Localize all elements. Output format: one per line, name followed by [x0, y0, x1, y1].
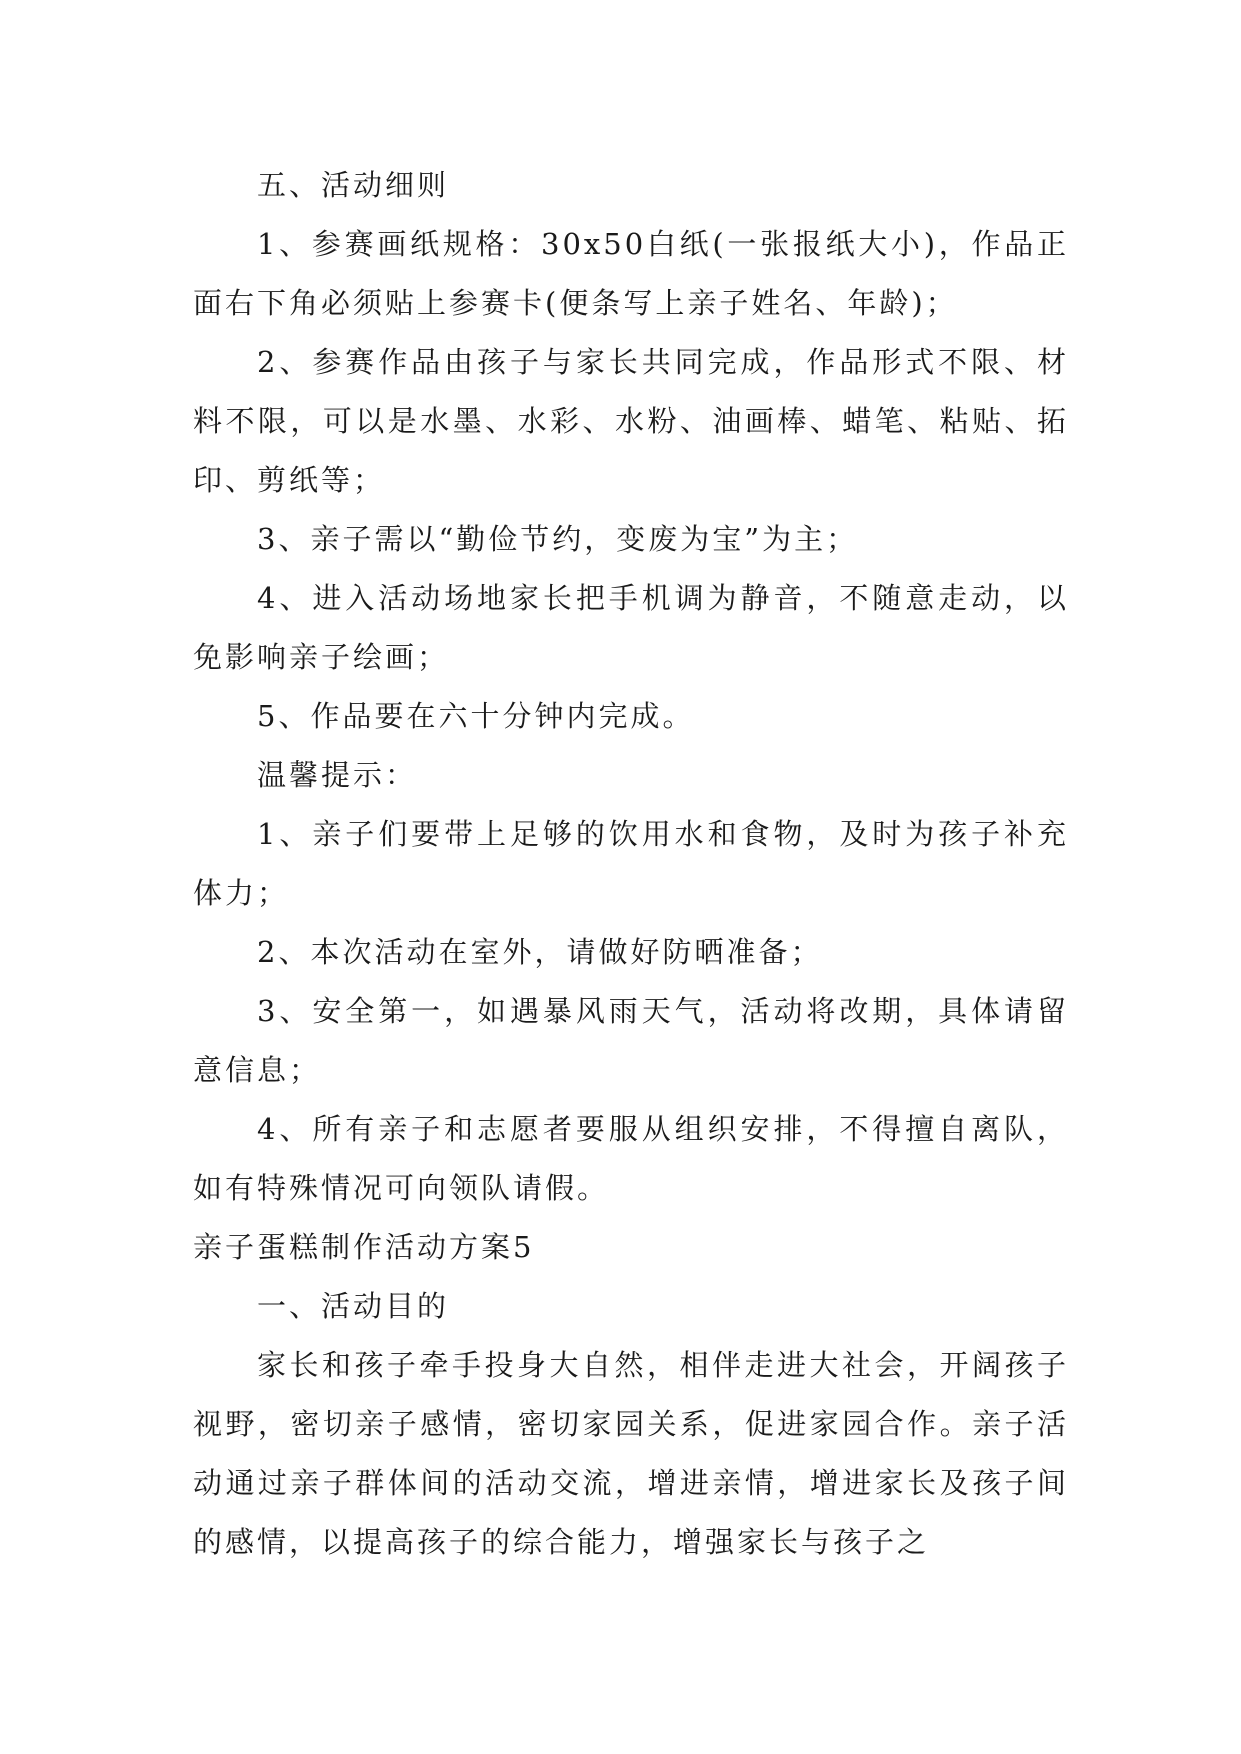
tips-heading: 温馨提示： [257, 758, 418, 792]
purpose-heading: 一、活动目的 [257, 1289, 450, 1323]
document-page [193, 156, 1069, 1572]
plan-title: 亲子蛋糕制作活动方案5 [193, 1230, 535, 1264]
purpose-body: 家长和孩子牵手投身大自然，相伴走进大社会，开阔孩子视野，密切亲子感情，密切家园关系，促进家园合作。亲子活动通过亲子群体间的活动交流，增进亲情，增进家长及孩子间的感情，以提高孩子的综合能力，增强家长与孩子之 [193, 1348, 1069, 1559]
tip-item-3: 3、安全第一，如遇暴风雨天气，活动将改期，具体请留意信息； [193, 994, 1069, 1087]
tip-item-4: 4、所有亲子和志愿者要服从组织安排，不得擅自离队，如有特殊情况可向领队请假。 [193, 1112, 1069, 1205]
section-heading-rules: 五、活动细则 [257, 168, 450, 202]
tip-item-1: 1、亲子们要带上足够的饮用水和食物，及时为孩子补充体力； [193, 817, 1069, 910]
rule-item-5: 5、作品要在六十分钟内完成。 [257, 699, 695, 733]
rule-item-1: 1、参赛画纸规格：30x50白纸(一张报纸大小)，作品正面右下角必须贴上参赛卡(便条写上亲子姓名、年龄)； [193, 227, 1069, 320]
tip-item-2: 2、本次活动在室外，请做好防晒准备； [257, 935, 823, 969]
rule-item-4: 4、进入活动场地家长把手机调为静音，不随意走动，以免影响亲子绘画； [193, 581, 1069, 674]
rule-item-2: 2、参赛作品由孩子与家长共同完成，作品形式不限、材料不限，可以是水墨、水彩、水粉、油画棒、蜡笔、粘贴、拓印、剪纸等； [193, 345, 1069, 497]
rule-item-3: 3、亲子需以“勤俭节约，变废为宝”为主； [257, 522, 859, 556]
